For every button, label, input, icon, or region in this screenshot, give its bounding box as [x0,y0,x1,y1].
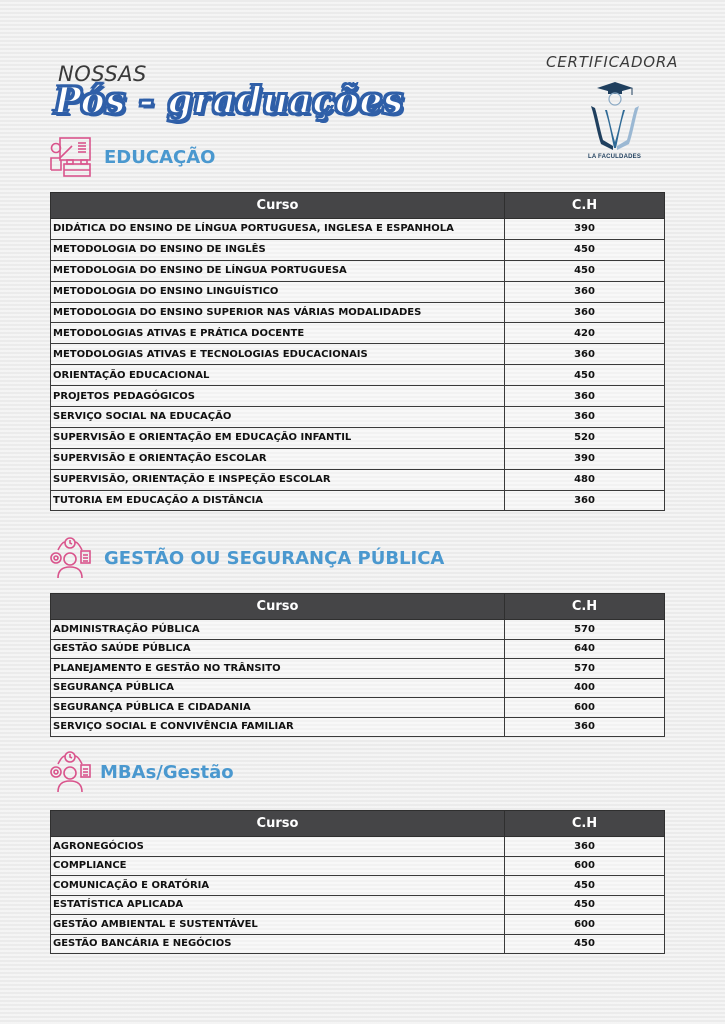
course-name: TUTORIA EM EDUCAÇÃO A DISTÂNCIA [51,490,505,511]
course-hours: 360 [505,490,665,511]
courses-table-mbas-gestao [50,810,665,954]
course-name: SUPERVISÃO E ORIENTAÇÃO ESCOLAR [51,448,505,469]
course-name: SEGURANÇA PÚBLICA [51,678,505,698]
course-name: GESTÃO SAÚDE PÚBLICA [51,639,505,659]
section-header-gestao-seguranca [48,536,444,580]
course-hours: 570 [505,659,665,679]
course-name: SUPERVISÃO, ORIENTAÇÃO E INSPEÇÃO ESCOLAR [51,469,505,490]
table-row [51,678,665,698]
course-hours: 420 [505,323,665,344]
course-hours: 450 [505,260,665,281]
table-row [51,239,665,260]
course-hours: 600 [505,915,665,935]
section-title: MBAs/Gestão [100,761,234,783]
certifier-label: CERTIFICADORA [546,53,679,71]
table-row [51,934,665,954]
table-row [51,895,665,915]
table-row [51,856,665,876]
course-name: ADMINISTRAÇÃO PÚBLICA [51,620,505,640]
table-header-row [51,811,665,837]
table-row [51,639,665,659]
course-name: DIDÁTICA DO ENSINO DE LÍNGUA PORTUGUESA, INGLESA E ESPANHOLA [51,219,505,240]
course-hours: 450 [505,876,665,896]
table-row [51,260,665,281]
courses-table-gestao-seguranca [50,593,665,737]
section-header-educacao [48,136,215,178]
course-name: METODOLOGIA DO ENSINO DE INGLÊS [51,239,505,260]
management-person-icon [48,750,92,794]
table-row [51,344,665,365]
course-hours: 390 [505,219,665,240]
table-row [51,469,665,490]
course-name: METODOLOGIA DO ENSINO DE LÍNGUA PORTUGUESA [51,260,505,281]
course-hours: 570 [505,620,665,640]
course-hours: 360 [505,717,665,737]
table-row [51,620,665,640]
table-row [51,302,665,323]
section-title: EDUCAÇÃO [104,146,216,168]
course-name: AGRONEGÓCIOS [51,837,505,857]
course-name: METODOLOGIAS ATIVAS E PRÁTICA DOCENTE [51,323,505,344]
course-hours: 640 [505,639,665,659]
table-header-row [51,193,665,219]
table-row [51,365,665,386]
course-name: METODOLOGIAS ATIVAS E TECNOLOGIAS EDUCACIONAIS [51,344,505,365]
table-row [51,281,665,302]
course-hours: 520 [505,427,665,448]
course-name: COMUNICAÇÃO E ORATÓRIA [51,876,505,896]
section-header-mbas-gestao [48,750,234,794]
course-name: ORIENTAÇÃO EDUCACIONAL [51,365,505,386]
course-name: METODOLOGIA DO ENSINO SUPERIOR NAS VÁRIAS MODALIDADES [51,302,505,323]
course-name: PLANEJAMENTO E GESTÃO NO TRÂNSITO [51,659,505,679]
page-title: Pós - graduações [54,80,404,122]
course-hours: 360 [505,407,665,428]
course-hours: 450 [505,239,665,260]
table-row [51,407,665,428]
course-hours: 360 [505,302,665,323]
table-row [51,448,665,469]
course-name: METODOLOGIA DO ENSINO LINGUÍSTICO [51,281,505,302]
section-title: GESTÃO OU SEGURANÇA PÚBLICA [104,547,445,569]
course-hours: 360 [505,344,665,365]
course-hours: 600 [505,698,665,718]
course-name: SUPERVISÃO E ORIENTAÇÃO EM EDUCAÇÃO INFANTIL [51,427,505,448]
column-header-hours: C.H [505,193,665,219]
column-header-hours: C.H [505,811,665,837]
course-hours: 450 [505,934,665,954]
pretitle: NOSSAS [58,62,147,86]
course-hours: 400 [505,678,665,698]
column-header-course: Curso [51,193,505,219]
course-name: GESTÃO AMBIENTAL E SUSTENTÁVEL [51,915,505,935]
course-name: SERVIÇO SOCIAL E CONVIVÊNCIA FAMILIAR [51,717,505,737]
course-name: SEGURANÇA PÚBLICA E CIDADANIA [51,698,505,718]
table-header-row [51,594,665,620]
table-row [51,915,665,935]
course-hours: 360 [505,386,665,407]
course-hours: 450 [505,895,665,915]
table-row [51,717,665,737]
logo-text: LA FACULDADES [588,154,642,160]
course-hours: 600 [505,856,665,876]
course-name: GESTÃO BANCÁRIA E NEGÓCIOS [51,934,505,954]
table-row [51,427,665,448]
course-name: COMPLIANCE [51,856,505,876]
column-header-course: Curso [51,594,505,620]
course-hours: 360 [505,837,665,857]
table-row [51,386,665,407]
course-name: SERVIÇO SOCIAL NA EDUCAÇÃO [51,407,505,428]
column-header-hours: C.H [505,594,665,620]
course-name: ESTATÍSTICA APLICADA [51,895,505,915]
courses-table-educacao [50,192,665,511]
management-person-icon [48,536,92,580]
course-hours: 450 [505,365,665,386]
course-hours: 390 [505,448,665,469]
table-row [51,876,665,896]
teacher-presentation-icon [48,136,92,178]
course-name: PROJETOS PEDAGÓGICOS [51,386,505,407]
table-row [51,219,665,240]
column-header-course: Curso [51,811,505,837]
course-hours: 480 [505,469,665,490]
table-row [51,698,665,718]
course-hours: 360 [505,281,665,302]
la-faculdades-logo-icon [583,78,647,164]
table-row [51,837,665,857]
table-row [51,659,665,679]
table-row [51,490,665,511]
table-row [51,323,665,344]
